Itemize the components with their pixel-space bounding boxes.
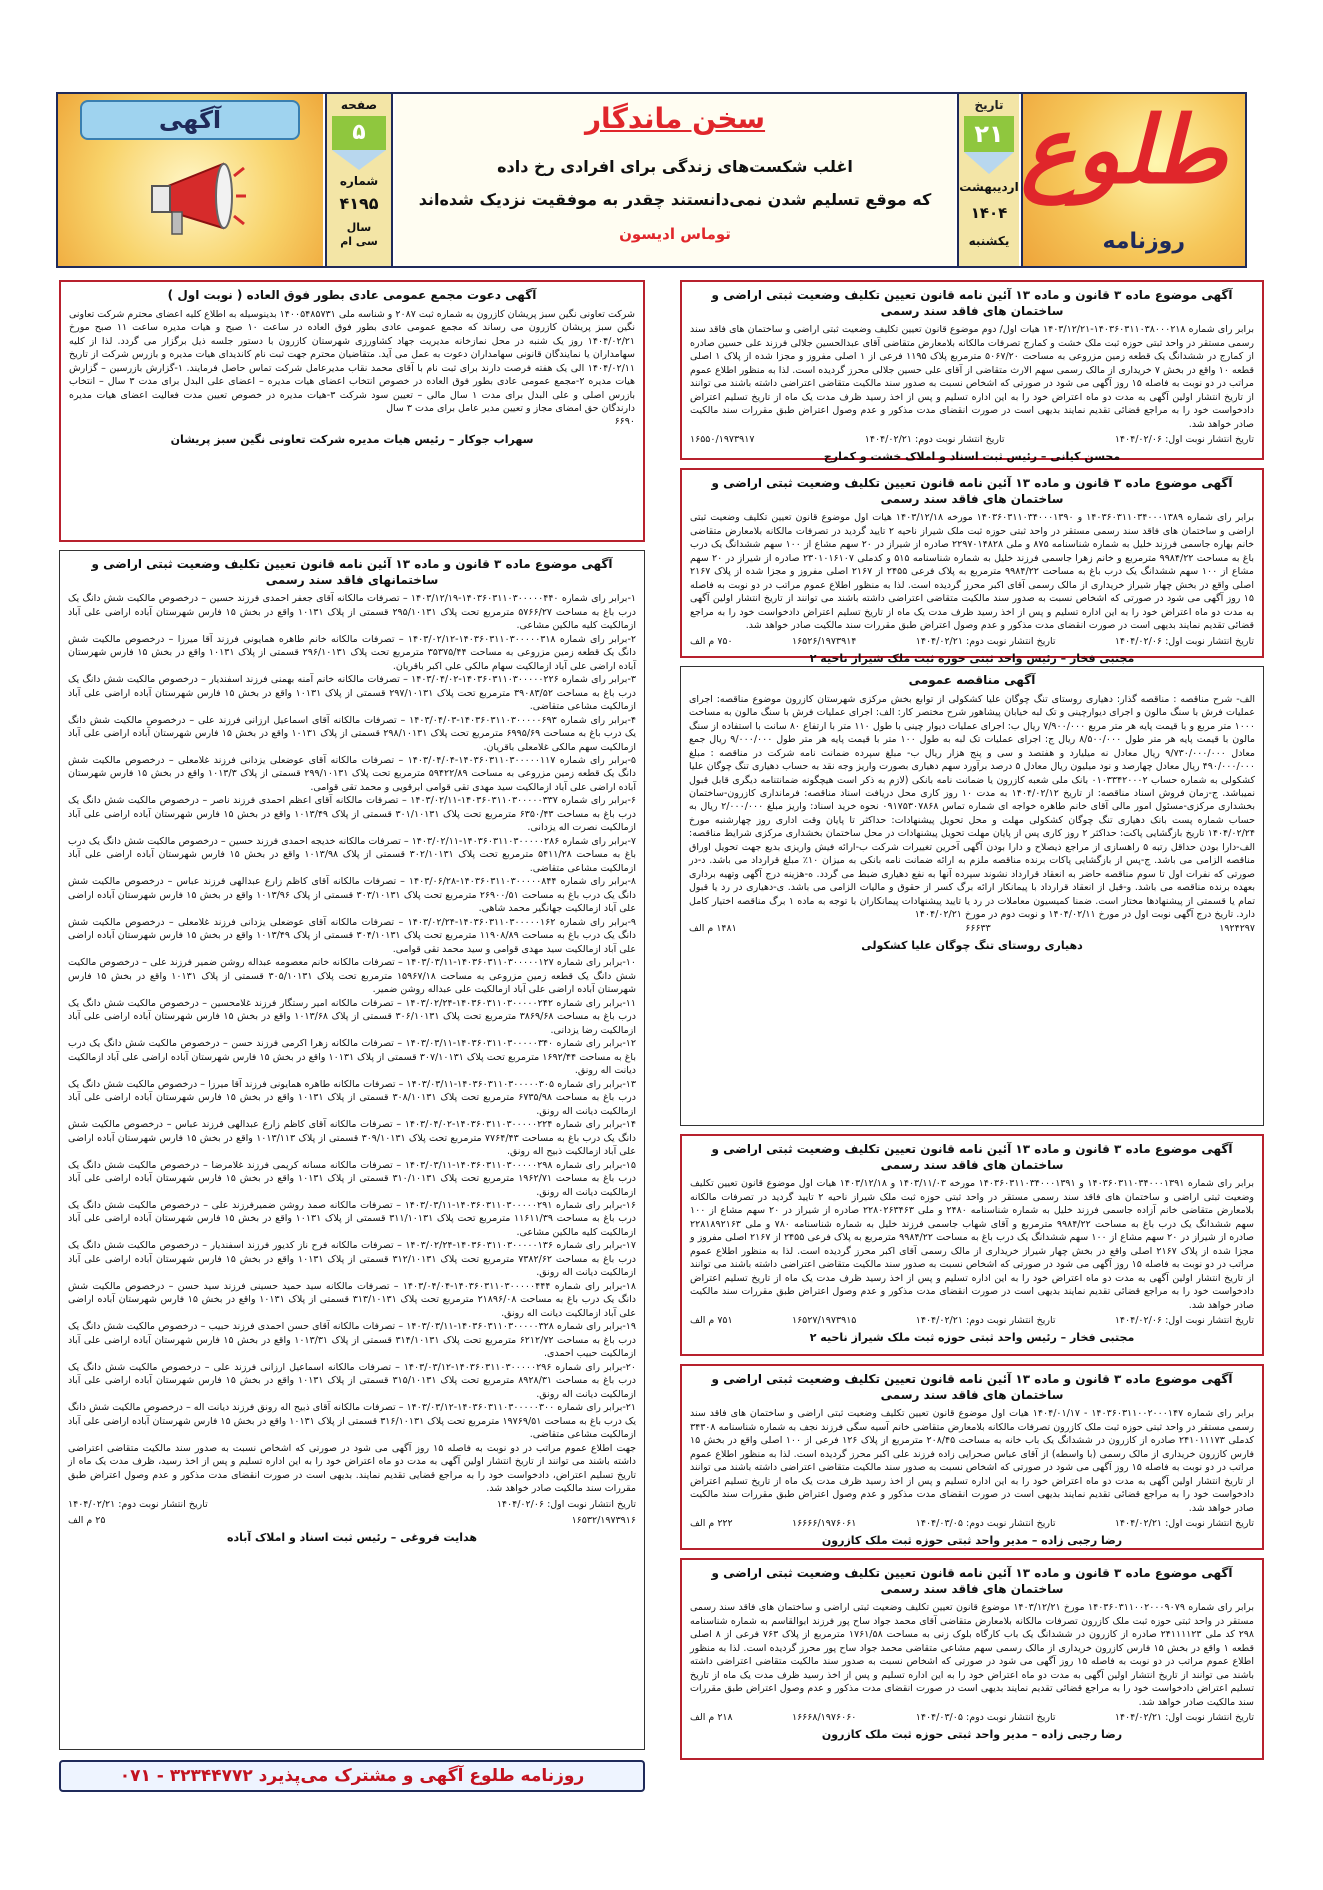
notice-code: ۱۶۶۶۶/۱۹۷۶۰۶۱ (791, 1518, 857, 1530)
publish-date-2: تاریخ انتشار نوبت دوم: ۱۴۰۴/۰۲/۲۱ (68, 1498, 208, 1510)
list-item: ۱-برابر رای شماره ۱۴۰۳۶۰۳۱۱۰۳۰۰۰۰۰۴۴۰-۱۴۰۳/۱۲/۱۹ – تصرفات مالکانه آقای جعفر احمدی فرزند حسین – درخصوص مالکیت شش دانگ یک درب باغ به مساحت ۵۷۶۶/۲۷ مترمربع تحت پلاک ۲۹۵/۱۰۱۳۱ قسمتی از پلاک ۱۰۱۳۱ واقع در بخش ۱۵ فارس شهرستان آباده اراضی علی آباد ازمالکیت کلیه مالکین مشاعی. (68, 593, 636, 632)
issue-number: ۴۱۹۵ (339, 194, 379, 213)
notice-extra: ۷۵۱ م الف (690, 1315, 733, 1327)
notice-code: ۱۶۵۲۶/۱۹۷۳۹۱۴ (791, 635, 857, 647)
notice-title: آگهی موضوع ماده ۳ قانون و ماده ۱۳ آئین نامه قانون تعیین تکلیف وضعیت ثبتی اراضی و ساختمان های فاقد سند رسمی (711, 1566, 1233, 1596)
list-item: ۲۰-برابر رای شماره ۱۴۰۳۶۰۳۱۱۰۳۰۰۰۰۰۲۹۶-۱۴۰۳/۰۳/۱۲ – تصرفات مالکانه اسماعیل ارزانی فرزند علی – درخصوص مالکیت شش دانگ یک درب باغ به مساحت ۸۹۲۸/۳۱ مترمربع تحت پلاک ۳۱۵/۱۰۱۳۱ قسمتی از پلاک ۱۰۱۳۱ واقع در بخش ۱۵ فارس شهرستان آباده اراضی علی آباد ازمالکیت دیانت اله رونق. (68, 1361, 636, 1400)
list-item: ۲-برابر رای شماره ۱۴۰۳۶۰۳۱۱۰۳۰۰۰۰۰۳۱۸-۱۴۰۳/۰۲/۱۲ – تصرفات مالکانه خانم طاهره همایونی فرزند آقا میرزا – درخصوص مالکیت شش دانگ یک قطعه زمین مزروعی به مساحت ۳۵۳۷۵/۴۴ مترمربع تحت پلاک ۲۹۶/۱۰۱۳۱ قسمتی از پلاک ۱۰۱۳۱ واقع در بخش ۱۵ فارس شهرستان آباده اراضی علی آباد ازمالکیت سهام مالکی علی اکبر باقریان. (68, 633, 636, 672)
tender-box (680, 666, 1264, 1126)
page-panel (325, 94, 393, 266)
subscription-banner: روزنامه طلوع آگهی و مشترک می‌پذیرد ۳۲۳۴۴۷۷۲ - ۰۷۱ (59, 1760, 645, 1792)
notice-signature: رضا رجبی زاده – مدیر واحد ثبتی حوزه ثبت ملک کازرون (821, 1534, 1123, 1548)
notice-meta (690, 433, 1254, 447)
year-value: سی ام (340, 235, 378, 249)
tender-body: الف- شرح مناقصه : مناقصه گذار: دهیاری روستای تنگ چوگان علیا کشکولی از توابع بخش مرکزی شهرستان کازرون موضوع مناقصه: اجرای عملیات فرش با سنگ مالون و اجرای دیوارچینی و تک لبه خیابان پیشاهور شرح مختصر کار: الف: اجرای عملیات فرش با سنگ مالون به مساحت ۱۰۰۰ متر مربع و با قیمت پایه هر متر مربع ۷/۹۰۰/۰۰۰ ریال ب: اجرای عملیات دیوار چینی با طول ۱۱۰ متر با ارتفاع ۸۰ سانت با استفاده از سنگ مالون با قیمت پایه هر متر طول ۸/۵۰۰/۰۰۰ ریال ج: اجرای عملیات تک لبه به طول ۱۰۰ متر با قیمت پایه هر متر طول ۹/۰۰۰/۰۰۰ ریال جمع معادل ۹/۷۳۰/۰۰۰/۰۰۰ ریال معادل نه میلیارد و هفتصد و سی و پنج هزار ریال ب- مبلغ سپرده ضمانت نامه شرکت در مناقصه : مبلغ ۴۹۰/۰۰۰/۰۰۰ ریال معادل چهارصد و نود میلیون ریال معادل ۵ درصد برآورد سهم دهیاری بصورت واریز وجه نقد به حساب دهیاری تنگ چوگان علیا کشکولی به شماره حساب ۰۱۰۳۳۴۲۰۰۰۲ بانک ملی شعبه کازرون یا ضمانت نامه بانکی (لازم به ذکر است هیچگونه ضمانتنامه دیگری قابل قبول نمیباشد. ج-زمان فروش اسناد مناقصه: از تاریخ ۱۴۰۴/۰۲/۱۲ به مدت ۱۰ روز کاری محل دریافت اسناد مناقصه: فرمانداری کازرون-ساختمان بخشداری مرکزی-مسئول امور مالی آقای خانم طاهره خواجه ای شماره تماس ۰۹۱۷۵۳۰۷۸۶۸ نحوه خرید اسناد: واریز مبلغ ۲/۰۰۰/۰۰۰ ریال به حساب شماره پست بانک دهیاری تنگ چوگان کشکولی مهلت و محل تحویل پیشنهادات: حداکثر تا پایان وقت اداری روز چهارشنبه مورخ ۱۴۰۴/۰۲/۲۴ تاریخ بازگشایی پاکت: حداکثر ۲ روز کاری پس از پایان مهلت تحویل پیشنهادات در محل ساختمان بخشداری مرکزی شرایط مناقصه: الف-دارا بودن حداقل رتبه ۵ راهسازی از مراجع ذیصلاح و دارا بودن آگهی آخرین تغییرات شرکت ب-ارائه فیش واریزی بدیع جهت تحویل اوراق مناقصه الزامی می باشد. ج-پس از بازگشایی پاکات برنده مناقصه ملزم به ارائه ضمانت نامه بانکی به میزان ۱۰٪ مبلغ قرارداد می باشد. د-در صورتی که نفرات اول تا سوم مناقصه حاضر به انعقاد قرارداد نشوند سپرده آنها به نفع دهیاری ضبط می گردد. ه-هزینه درج آگهی وتهیه برداری بعهده برنده مناقصه می باشد. و-قبل از انعقاد قرارداد با پیمانکار ارائه برگ کسر از حقوق و مالیات الزامی می باشد. ی-دهیاری در رد یا قبول تمام یا قسمتی از پیشنهادها مختار است. ضمنا کمیسیون معاملات در رد یا تایید پیشنهادات پیمانکاران با توجه به ماده ۱ برگ مناقصه اختیار کامل دارد. تاریخ درج آگهی نوبت اول در مورخ ۱۴۰۴/۰۲/۱۱ و نوبت دوم در مورخ ۱۴۰۴/۰۲/۲۱ (689, 693, 1256, 921)
tender-signature: دهیاری روستای تنگ چوگان علیا کشکولی (861, 939, 1083, 953)
list-item: ۳-برابر رای شماره ۱۴۰۳۶۰۳۱۱۰۳۰۰۰۰۰۲۲۶-۱۴۰۳/۰۴/۰۲ – تصرفات مالکانه خانم آمنه بهمنی فرزند اسفندیار – درخصوص مالکیت شش دانگ یک درب باغ به مساحت ۳۹۰۸۳/۵۲ مترمربع تحت پلاک ۲۹۷/۱۰۱۳۱ قسمتی از پلاک ۱۰۱۳۱ واقع در بخش ۱۵ فارس شهرستان آباده اراضی علی آباد ازمالکیت مشاعی متقاضی. (68, 674, 636, 713)
notice-extra: ۲۵ م الف (68, 1514, 106, 1526)
list-notice-box (59, 550, 645, 1750)
list-notice-title: آگهی موضوع ماده ۳ قانون و ماده ۱۳ آئین نامه قانون تعیین تکلیف وضعیت ثبتی اراضی و ساختمانهای فاقد سند رسمی (91, 557, 613, 587)
issue-label: شماره (339, 174, 379, 188)
publish-date-1: تاریخ انتشار نوبت اول: ۱۴۰۴/۰۲/۰۶ (1114, 635, 1254, 647)
publish-date-2: تاریخ انتشار نوبت دوم: ۱۴۰۴/۰۲/۲۱ (915, 635, 1056, 647)
quote-line-2: که موقع تسلیم شدن نمی‌دانستند چقدر به موفقیت نزدیک شده‌اند (418, 190, 932, 209)
notice-signature: رضا رجبی زاده – مدیر واحد ثبتی حوزه ثبت ملک کازرون (821, 1728, 1123, 1742)
list-item: ۸-برابر رای شماره ۱۴۰۳۶۰۳۱۱۰۳۰۰۰۰۰۸۴۴-۱۴۰۳/۰۶/۲۸ – تصرفات مالکانه آقای کاظم زارع عبدالهی فرزند عباس – درخصوص مالکیت شش دانگ یک درب باغ به مساحت ۲۶۹۰۰/۵۱ مترمربع تحت پلاک ۳۰۳/۱۰۱۳۱ قسمتی از پلاک ۱۰۱۳/۹۶ واقع در بخش ۱۵ فارس شهرستان آباده اراضی علی آباد ازمالکیت جهانگیر محمد شاهی. (68, 876, 636, 915)
list-item: ۱۲-برابر رای شماره ۱۴۰۳۶۰۳۱۱۰۳۰۰۰۰۰۳۴۰-۱۴۰۳/۰۳/۱۱ – تصرفات مالکانه زهرا اکرمی فرزند حسن – درخصوص مالکیت شش دانگ یک درب باغ به مساحت ۱۶۹۲/۴۴ مترمربع تحت پلاک ۳۰۷/۱۰۱۳۱ قسمتی از پلاک ۱۰۱۳۱ واقع در بخش ۱۵ فارس شهرستان آباده اراضی علی آباد ازمالکیت دیانت اله رونق. (68, 1038, 636, 1077)
year-label-text: سال (346, 221, 372, 234)
notice-box-3 (680, 1134, 1264, 1356)
list-item: ۵-برابر رای شماره ۱۴۰۳۶۰۳۱۱۰۳۰۰۰۰۰۱۱۷-۱۴۰۳/۰۴/۰۴ – تصرفات مالکانه آقای عوضعلی یزدانی فرزند غلامعلی – درخصوص مالکیت شش دانگ یک قطعه زمین مزروعی به مساحت ۵۹۴۲۲/۸۹ مترمربع تحت پلاک ۲۹۹/۱۰۱۳۱ قسمتی از پلاک ۱۰۱۳/۳ واقع در بخش ۱۵ فارس شهرستان آباده اراضی علی آباد ازمالکیت سید مهدی تقی قوامی ابرقویی و محمد تقی قوامی. (68, 755, 636, 793)
publish-date-2: تاریخ انتشار نوبت دوم: ۱۴۰۴/۰۲/۲۱ (915, 1315, 1056, 1327)
date-label: تاریخ (974, 98, 1004, 112)
quote-line-1: اغلب شکست‌های زندگی برای افرادی رخ داده (497, 157, 853, 176)
notice-meta (690, 1314, 1254, 1328)
newspaper-subtitle: روزنامه (1102, 229, 1185, 254)
publish-date-2: تاریخ انتشار نوبت دوم: ۱۴۰۴/۰۲/۲۱ (864, 434, 1005, 446)
masthead (56, 92, 1247, 268)
list-item: ۱۳-برابر رای شماره ۱۴۰۳۶۰۳۱۱۰۳۰۰۰۰۰۳۰۵-۱۴۰۳/۰۳/۱۱ – تصرفات مالکانه طاهره همایونی فرزند آقا میرزا – درخصوص مالکیت شش دانگ یک درب باغ به مساحت ۶۷۳۵/۹۸ مترمربع تحت پلاک ۳۰۸/۱۰۱۳۱ قسمتی از پلاک ۱۰۱۳۱ واقع در بخش ۱۵ فارس شهرستان آباده اراضی علی آباد ازمالکیت دیانت اله رونق. (68, 1078, 636, 1117)
assembly-meta (69, 415, 635, 429)
list-item: ۱۹-برابر رای شماره ۱۴۰۳۶۰۳۱۱۰۳۰۰۰۰۰۳۲۸-۱۴۰۳/۰۳/۱۱ – تصرفات مالکانه آقای حسن احمدی فرزند حبیب – درخصوص مالکیت شش دانگ یک درب باغ به مساحت ۶۲۱۲/۷۲ مترمربع تحت پلاک ۳۱۴/۱۰۱۳۱ قسمتی از پلاک ۱۰۱۳/۳۱ واقع در بخش ۱۵ فارس شهرستان آباده اراضی علی آباد ازمالکیت حبیب احمدی. (68, 1321, 636, 1360)
notice-body: برابر رای شماره ۱۴۰۳۶۰۳۱۱۰۳۸۰۰۰۲۱۸-۱۴۰۳/۱۲/۲۱ هیات اول/ دوم موضوع قانون تعیین تکلیف وضعیت ثبتی اراضی و ساختمان های فاقد سند رسمی مستقر در واحد ثبتی حوزه ثبت ملک خشت و کمارج تصرفات مالکانه بلامعارض متقاضی آقای عبدالحسین جلالی فرزند علی حسین صادره از کمارج در ششدانگ یک قطعه زمین مزروعی به مساحت ۵۰۶۷/۲۰ مترمربع پلاک ۱۱۹۵ فرعی از ۱ اصلی مفروز و مجزا شده از پلاک ۱ اصلی قطعه ۱۰ واقع در بخش ۷ خریداری از مالک رسمی سهم الارث متقاضی از آقای علی حسین جلالی محرز گردیده است. لذا به منظور اطلاع عموم مراتب در دو نوبت به فاصله ۱۵ روز آگهی می شود در صورتی که اشخاص نسبت به صدور سند مالکیت متقاضی اعتراضی داشته باشند می توانند از تاریخ انتشار اولین آگهی به مدت دو ماه اعتراض خود را به این اداره تسلیم و پس از اخذ رسید ظرف مدت یک ماه از تاریخ تسلیم اعتراض دادخواست خود را به مراجع قضائی تقدیم نمایند بدیهی است در صورت انقضای مدت مذکور و عدم وصول اعتراض طبق مقررات سند مالکیت صادر خواهد شد. (690, 324, 1255, 430)
list-notice-signature: هدایت فروغی – رئیس ثبت اسناد و املاک آباده (226, 1531, 477, 1545)
list-item: ۷-برابر رای شماره ۱۴۰۳۶۰۳۱۱۰۳۰۰۰۰۰۲۸۶-۱۴۰۳/۰۲/۱۱ – تصرفات مالکانه خدیجه احمدی فرزند حسین – درخصوص مالکیت شش دانگ یک درب باغ به مساحت ۵۴۱۱/۲۸ مترمربع تحت پلاک ۳۰۲/۱۰۱۳۱ قسمتی از پلاک ۱۰۱۳/۹۸ واقع در بخش ۱۵ فارس شهرستان آباده اراضی علی آباد ازمالکیت مشاعی متقاضی. (68, 835, 636, 874)
notice-meta (690, 1517, 1254, 1531)
notice-extra: ۲۲۲ م الف (690, 1518, 733, 1530)
notice-extra: ۲۱۸ م الف (690, 1712, 733, 1724)
quote-panel (395, 94, 955, 266)
chevron-down-icon (332, 150, 386, 170)
newspaper-logo: طلوع (1020, 96, 1227, 204)
notice-title: آگهی موضوع ماده ۳ قانون و ماده ۱۳ آئین نامه قانون تعیین تکلیف وضعیت ثبتی اراضی و ساختمان های فاقد سند رسمی (711, 1372, 1233, 1402)
quote-author: توماس ادیسون (619, 225, 731, 243)
ads-title: آگهی (80, 100, 300, 140)
list-item: ۱۶-برابر رای شماره ۱۴۰۳۶۰۳۱۱۰۳۰۰۰۰۰۲۹۱-۱۴۰۳/۰۳/۱۱ – تصرفات مالکانه صمد روشن ضمیرفرزند علی – درخصوص مالکیت شش دانگ یک درب باغ به مساحت ۱۱۶۱۱/۳۹ مترمربع تحت پلاک ۳۱۱/۱۰۱۳۱ قسمتی از پلاک ۱۰۱۳۱ واقع در بخش ۱۵ فارس شهرستان آباده اراضی علی آباد ازمالکیت کلیه مالکین مشاعی. (68, 1199, 636, 1238)
tender-title: آگهی مناقصه عمومی (908, 673, 1036, 687)
chevron-down-icon (964, 152, 1014, 174)
notice-signature: مجتبی فخار – رئیس واحد ثبتی حوزه ثبت ملک شیراز ناحیه ۲ (809, 651, 1135, 665)
list-notice-codes (68, 1514, 636, 1528)
notice-code: ۱۶۵۲۷/۱۹۷۳۹۱۵ (791, 1315, 857, 1327)
publish-date-1: تاریخ انتشار نوبت اول: ۱۴۰۴/۰۲/۰۶ (1114, 434, 1254, 446)
assembly-signature: سهراب جوکار – رئیس هیات مدیره شرکت تعاونی نگین سبز پریشان (170, 432, 534, 446)
notice-title: آگهی موضوع ماده ۳ قانون و ماده ۱۳ آئین نامه قانون تعیین تکلیف وضعیت ثبتی اراضی و ساختمان های فاقد سند رسمی (711, 476, 1233, 506)
list-item: ۲۱-برابر رای شماره ۱۴۰۳۶۰۳۱۱۰۳۰۰۰۰۰۳۰۰-۱۴۰۳/۰۳/۱۲ – تصرفات مالکانه آقای ذبیح اله رونق فرزند دیانت اله – درخصوص مالکیت شش دانگ یک درب باغ به مساحت ۱۹۷۶۹/۵۱ مترمربع تحت پلاک ۳۱۶/۱۰۱۳۱ قسمتی از پلاک ۱۰۱۳۱ واقع در بخش ۱۵ فارس شهرستان آباده اراضی علی آباد ازمالکیت مشاعی متقاضی. (68, 1402, 636, 1441)
notice-box-5 (680, 1558, 1264, 1760)
notice-code: ۱۶۵۵۰/۱۹۷۳۹۱۷ (690, 434, 755, 446)
assembly-title: آگهی دعوت مجمع عمومی عادی بطور فوق العاده ( نوبت اول ) (167, 288, 537, 302)
assembly-code: ۶۶۹۰ (614, 416, 635, 428)
notice-body: برابر رای شماره ۱۴۰۳۶۰۳۱۱۰۰۲۰۰۰۹۰۷۹ مورخ ۱۴۰۳/۱۲/۲۱ موضوع قانون تعیین تکلیف وضعیت ثبتی اراضی و ساختمان های فاقد سند رسمی مستقر در واحد ثبتی حوزه ثبت ملک کازرون تصرفات مالکانه بلامعارض متقاضی آقای محمد جواد ساح پور فرزند ابوالقاسم به شماره شناسنامه ۲۹۸ کد ملی ۲۴۱۱۱۱۲۳ صادره از کازرون در ششدانگ یک باب کارگاه بلوک زنی به مساحت ۱۷۶۱/۵۸ مترمربع از پلاک ۷۶۳ فرعی از ۸ اصلی قطعه ۱ واقع در بخش ۱۵ فارس کازرون خریداری از مالک رسمی سهم مشاعی متقاضی محمد جواد ساح پور محرز گردیده است. لذا به منظور اطلاع عموم مراتب در دو نوبت به فاصله ۱۵ روز آگهی می شود در صورتی که اشخاص نسبت به صدور سند مالکیت متقاضی اعتراضی داشته باشند می توانند از تاریخ انتشار اولین آگهی به مدت دو ماه اعتراض خود را به این اداره تسلیم و پس از اخذ رسید ظرف مدت یک ماه از تاریخ تسلیم اعتراض دادخواست خود را به مراجع قضائی تقدیم نمایند بدیهی است در صورت انقضای مدت مذکور و عدم وصول اعتراض طبق مقررات سند مالکیت صادر خواهد شد. (690, 1602, 1254, 1708)
tender-code-2: ۶۶۶۳۳ (965, 922, 991, 934)
tender-codes (689, 922, 1255, 936)
brand-panel (1021, 94, 1245, 266)
notice-box-2 (680, 468, 1264, 665)
ads-banner (58, 94, 323, 266)
notice-extra: ۷۵۰ م الف (690, 635, 733, 647)
notice-body: برابر رای شماره ۱۴۰۳۶۰۳۱۱۰۳۴۰۰۰۱۳۹۱ و ۱۴۰۳۶۰۳۱۱۰۳۴۰۰۰۱۳۹۱ مورخه ۱۴۰۳/۱۱/۰۳ و ۱۴۰۳/۱۲/۱۸ هیات اول موضوع قانون تعیین تکلیف وضعیت ثبتی اراضی و ساختمان های فاقد سند رسمی مستقر در واحد ثبتی حوزه ثبت ملک شیراز ناحیه ۲ تایید گردید در تصرفات مالکانه بلامعارض متقاضی خانم آزاده جاسمی فرزند خلیل به شماره شناسنامه ۲۴۸۰ و ملی ۲۲۸۰۲۶۳۴۶۳ صادره از شیراز در ۲۰ سهم مشاع از ۱۰۰ سهم ششدانگ یک درب باغ به مساحت ۹۹۸۴/۲۲ مترمربع و آقای شهاب جاسمی فرزند خلیل به شماره شناسنامه ۷۸۰ و ملی ۲۲۸۱۸۹۲۱۶۳ صادره از شیراز در ۲۰ سهم مشاع از ۱۰۰ سهم ششدانگ یک درب باغ به مساحت ۹۹۸۴/۲۲ مترمربع به پلاک فرعی ۲۴۵۵ از ۲۱۶۷ اصلی مفروز و مجزا شده از پلاک ۲۱۶۷ اصلی واقع در بخش چهار شیراز خریداری از مالک رسمی آقای اکبر محرز گردیده است. لذا به منظور اطلاع عموم مراتب در دو نوبت به فاصله ۱۵ روز آگهی می شود در صورتی که اشخاص نسبت به صدور سند مالکیت متقاضی اعتراضی داشته باشند می توانند از تاریخ انتشار اولین آگهی به مدت دو ماه اعتراض خود را به این اداره تسلیم و پس از اخذ رسید ظرف مدت یک ماه از تاریخ تسلیم اعتراض دادخواست خود را به مراجع قضائی تقدیم نمایند بدیهی است در صورت انقضای مدت مذکور و عدم وصول اعتراض طبق مقررات سند مالکیت صادر خواهد شد. (690, 1178, 1254, 1311)
date-weekday: یکشنبه (968, 234, 1010, 248)
list-item: ۹-برابر رای شماره ۱۴۰۳۶۰۳۱۱۰۳۰۰۰۰۰۱۶۲-۱۴۰۳/۰۲/۲۴ – تصرفات مالکانه آقای عوضعلی یزدانی فرزند غلامعلی – درخصوص مالکیت شش دانگ یک درب باغ به مساحت ۱۱۹۰۸/۸۹ مترمربع تحت پلاک ۳۰۴/۱۰۱۳۱ قسمتی از پلاک ۱۰۱۳/۴۹ واقع در بخش ۱۵ فارس شهرستان آباده اراضی علی آباد ازمالکیت سید مهدی قوامی و سید محمد تقی قوامی. (68, 916, 636, 955)
notice-body: برابر رای شماره ۱۴۰۳۶۰۳۱۱۰۳۴۰۰۰۱۳۸۹ و ۱۴۰۳۶۰۳۱۱۰۳۴۰۰۰۱۳۹۰ مورخه ۱۴۰۳/۱۲/۱۸ هیات اول موضوع قانون تعیین تکلیف وضعیت ثبتی اراضی و ساختمان های فاقد سند رسمی مستقر در واحد ثبتی حوزه ثبت ملک شیراز ناحیه ۲ تایید گردید در تصرفات مالکانه بلامعارض متقاضی خانم بهاره جاسمی فرزند خلیل به شماره شناسنامه ۸۷۵ و ملی ۲۲۹۷۰۱۴۸۲۸ صادره از شیراز در ۲۰ سهم مشاع از ۱۰۰ سهم ششدانگ یک درب باغ به مساحت ۹۹۸۴/۲۲ مترمربع و خانم زهرا جاسمی فرزند خلیل به شماره شناسنامه ۵۱۵ و کدملی ۲۳۰۱۰۱۶۱۰۷ صادره از شیراز در ۲۰ سهم مشاع از ۱۰۰ سهم ششدانگ یک درب باغ به مساحت ۹۹۸۴/۲۲ مترمربع به پلاک فرعی ۲۴۵۵ از ۲۱۶۷ اصلی مفروز و مجزا شده از پلاک ۲۱۶۷ اصلی واقع در بخش چهار شیراز خریداری از مالک رسمی آقای اکبر محرز گردیده است. لذا به منظور اطلاع عموم مراتب در دو نوبت به فاصله ۱۵ روز آگهی می شود در صورتی که اشخاص نسبت به صدور سند مالکیت متقاضی اعتراضی داشته باشند می توانند از تاریخ انتشار اولین آگهی به مدت دو ماه اعتراض خود را به این اداره تسلیم و پس از اخذ رسید ظرف مدت یک ماه از تاریخ تسلیم اعتراض دادخواست خود را به مراجع قضائی تقدیم نمایند بدیهی است در صورت انقضای مدت مذکور و عدم وصول اعتراض طبق مقررات سند مالکیت صادر خواهد شد. (690, 512, 1255, 632)
list-notice-items (68, 592, 636, 1442)
notice-title: آگهی موضوع ماده ۳ قانون و ماده ۱۳ آئین نامه قانون تعیین تکلیف وضعیت ثبتی اراضی و ساختمان های فاقد سند رسمی (711, 1142, 1233, 1172)
publish-date-1: تاریخ انتشار نوبت اول: ۱۴۰۴/۰۲/۰۶ (1114, 1315, 1254, 1327)
notice-code: ۱۶۶۶۸/۱۹۷۶۰۶۰ (791, 1712, 857, 1724)
notice-code: ۱۶۵۳۲/۱۹۷۳۹۱۶ (571, 1514, 636, 1526)
date-panel (957, 94, 1019, 266)
notice-box-1 (680, 280, 1264, 464)
list-item: ۴-برابر رای شماره ۱۴۰۳۶۰۳۱۱۰۳۰۰۰۰۰۶۹۳-۱۴۰۳/۰۴/۰۳ – تصرفات مالکانه آقای اسماعیل ارزانی فرزند علی – درخصوص مالکیت شش دانگ یک درب باغ به مساحت ۶۹۹۵/۶۹ مترمربع تحت پلاک ۲۹۸/۱۰۱۳۱ قسمتی از پلاک ۱۰۱۳۱ واقع در بخش ۱۵ فارس شهرستان آباده اراضی علی آباد ازمالکیت سهم مالکی غلامعلی باقریان. (68, 714, 636, 753)
date-month: اردیبهشت (959, 180, 1019, 194)
list-item: ۱۴-برابر رای شماره ۱۴۰۳۶۰۳۱۱۰۳۰۰۰۰۰۲۲۴-۱۴۰۳/۰۴/۰۲ – تصرفات مالکانه آقای کاظم زارع عبدالهی فرزند عباس – درخصوص مالکیت شش دانگ یک درب باغ به مساحت ۷۷۶۴/۴۳ مترمربع تحت پلاک ۳۰۹/۱۰۱۳۱ قسمتی از پلاک ۱۰۱۳/۱۱۳ واقع در بخش ۱۵ فارس شهرستان آباده اراضی علی آباد ازمالکیت ذبیح اله رونق. (68, 1119, 636, 1158)
date-year: ۱۴۰۴ (970, 204, 1008, 222)
megaphone-icon (138, 156, 248, 246)
notice-signature: محسن کیانی – رئیس ثبت اسناد و املاک خشت و کمارج (823, 450, 1121, 464)
publish-date-2: تاریخ انتشار نوبت دوم: ۱۴۰۴/۰۳/۰۵ (915, 1712, 1056, 1724)
publish-date-1: تاریخ انتشار نوبت اول: ۱۴۰۴/۰۲/۰۶ (496, 1498, 636, 1510)
list-item: ۱۵-برابر رای شماره ۱۴۰۳۶۰۳۱۱۰۳۰۰۰۰۰۲۹۸-۱۴۰۳/۰۳/۱۱ – تصرفات مالکانه مسانه کریمی فرزند غلامرضا – درخصوص مالکیت شش دانگ یک درب باغ به مساحت ۱۹۶۲/۷۱ مترمربع تحت پلاک ۳۱۰/۱۰۱۳۱ قسمتی از پلاک ۱۰۱۳۱ واقع در بخش ۱۵ فارس شهرستان آباده اراضی علی آباد ازمالکیت دیانت اله رونق. (68, 1159, 636, 1198)
list-notice-closing: جهت اطلاع عموم مراتب در دو نوبت به فاصله ۱۵ روز آگهی می شود در صورتی که اشخاص نسبت به صدور سند مالکیت متقاضی اعتراضی داشته باشند می توانند از تاریخ انتشار اولین آگهی به مدت دو ماه اعتراض خود را به این اداره تسلیم و پس از اخذ رسید، ظرف مدت یک ماه از تاریخ تسلیم اعتراض، دادخواست خود را به مراجع قضایی تقدیم نمایند. بدیهی است در صورت انقضای مدت مذکور و عدم وصول اعتراض طبق مقررات سند مالکیت صادر خواهد شد. (68, 1442, 637, 1495)
assembly-notice-box (59, 280, 645, 542)
list-notice-meta (68, 1498, 636, 1512)
notice-meta (690, 1711, 1254, 1725)
quote-title: سخن ماندگار (584, 102, 766, 135)
publish-date-1: تاریخ انتشار نوبت اول: ۱۴۰۴/۰۲/۲۱ (1114, 1518, 1254, 1530)
publish-date-2: تاریخ انتشار نوبت دوم: ۱۴۰۴/۰۳/۰۵ (915, 1518, 1056, 1530)
tender-code-1: ۱۹۲۴۲۹۷ (1219, 922, 1255, 934)
list-item: ۱۱-برابر رای شماره ۱۴۰۳۶۰۳۱۱۰۳۰۰۰۰۰۲۴۲-۱۴۰۳/۰۲/۲۴ – تصرفات مالکانه امیر رستگار فرزند غلامحسین – درخصوص مالکیت شش دانگ یک درب باغ به مساحت ۳۸۶۹/۶۸ مترمربع تحت پلاک ۳۰۶/۱۰۱۳۱ قسمتی از پلاک ۱۰۱۳/۶۸ واقع در بخش ۱۵ فارس شهرستان آباده اراضی علی آباد ازمالکیت رضا یزدانی. (68, 997, 636, 1036)
year-label (327, 221, 391, 250)
tender-code-3: ۱۴۸۱ م الف (689, 922, 737, 934)
list-item: ۱۸-برابر رای شماره ۱۴۰۳۶۰۳۱۱۰۳۰۰۰۰۰۴۴۴-۱۴۰۳/۰۴/۰۴ – تصرفات مالکانه سید حمید حسینی فرزند سید حسن – درخصوص مالکیت شش دانگ یک درب باغ به مساحت ۲۱۸۹۶/۰۸ مترمربع تحت پلاک ۳۱۳/۱۰۱۳۱ قسمتی از پلاک ۱۰۱۳۱ واقع در بخش ۱۵ فارس شهرستان آباده اراضی علی آباد ازمالکیت دیانت اله رونق. (68, 1280, 636, 1319)
notice-meta (690, 635, 1254, 649)
assembly-body: شرکت تعاونی نگین سبز پریشان کازرون به شماره ثبت ۲۰۸۷ و شناسه ملی ۱۴۰۰۵۴۸۵۷۳۱ بدینوسیله به اطلاع کلیه اعضای محترم شرکت تعاونی نگین سبز پریشان کازرون می رساند که مجمع عمومی عادی بطور فوق العاده در ساعت ۱۰ صبح و هیات مدیره ساعت ۱۱ صبح مورخ ۱۴۰۴/۰۲/۲۱ روز یک شنبه در محل نمازخانه مدیریت جهاد کشاورزی شهرستان کازرون با دستور جلسه ذیل برگزار می گردد. لذا از کلیه سهامداران یا نمایندگان قانونی سهامداران دعوت به عمل می آید. متقاضیان محترم جهت ثبت نام کاندیدای هیات مدیره و بازرس شرکت از تاریخ ۱۴۰۴/۰۲/۱۱ الی یک هفته فرصت دارند برای ثبت نام با آقای محمد نقاب مدیرعامل شرکت تماس حاصل فرمایند. ۱-گزارش بازرسین – گزارش هیات مدیره ۲-مجمع عمومی عادی بطور فوق العاده در خصوص انتخاب اعضای هیات مدیره – اعضای علی البدل برای مدت ۳ سال – انتخاب بازرس اصلی و علی البدل برای مدت ۱ سال مالی – تعیین سود شرکت ۳-هیات مدیره در خصوص تعیین مدت فعالیت اعضای هیات مدیره دارندگان حق امضای مجاز و تعیین مدیر عامل برای مدت ۳ سال (69, 308, 636, 414)
list-item: ۱۰-برابر رای شماره ۱۴۰۳۶۰۳۱۱۰۳۰۰۰۰۰۱۲۷-۱۴۰۳/۰۳/۱۱ – تصرفات مالکانه خانم معصومه عبداله روشن ضمیر فرزند علی – درخصوص مالکیت شش دانگ یک قطعه زمین مزروعی به مساحت ۱۵۹۶۷/۱۸ مترمربع تحت پلاک ۳۰۵/۱۰۱۳۱ قسمتی از پلاک ۱۰۱۳۱ واقع در بخش ۱۵ فارس شهرستان آباده اراضی علی آباد ازمالکیت علی عبداله روشن ضمیر. (68, 957, 636, 996)
notice-title: آگهی موضوع ماده ۳ قانون و ماده ۱۳ آئین نامه قانون تعیین تکلیف وضعیت ثبتی اراضی و ساختمان های فاقد سند رسمی (711, 288, 1233, 318)
publish-date-1: تاریخ انتشار نوبت اول: ۱۴۰۴/۰۲/۲۱ (1114, 1712, 1254, 1724)
notice-box-4 (680, 1364, 1264, 1550)
list-item: ۱۷-برابر رای شماره ۱۴۰۳۶۰۳۱۱۰۳۰۰۰۰۰۱۳۶-۱۴۰۳/۰۲/۲۴ – تصرفات مالکانه فرح ناز کدیور فرزند اسفندیار – درخصوص مالکیت شش دانگ یک درب باغ به مساحت ۷۳۸۲/۶۲ مترمربع تحت پلاک ۳۱۲/۱۰۱۳۱ قسمتی از پلاک ۱۰۱۳۱ واقع در بخش ۱۵ فارس شهرستان آباده اراضی علی آباد ازمالکیت دیانت اله رونق. (68, 1240, 636, 1279)
notice-body: برابر رای شماره ۱۴۰۳۶۰۳۱۱۰۰۲۰۰۰۱۴۷ - ۱۴۰۴/۰۱/۱۷ هیات اول موضوع قانون تعیین تکلیف وضعیت ثبتی اراضی و ساختمان های فاقد سند رسمی مستقر در واحد ثبتی حوزه ثبت ملک کازرون تصرفات مالکانه بلامعارض متقاضی خانم آسیه سگی فرزند نجف به شماره شناسنامه ۳۴۳۰۸ کدملی ۲۴۱۰۱۱۱۷۳ صادره از کازرون در ششدانگ یک باب خانه به مساحت ۲۰۸/۴۵ مترمربع از پلاک ۱۲۶ فرعی از ۱۰۰ اصلی واقع در بخش ۱۵ فارس کازرون خریداری از مالک رسمی (با واسطه) از آقای عباس صحرایی زاده فرزند علی اکبر محرز گردیده است. لذا به منظور اطلاع عموم مراتب در دو نوبت به فاصله ۱۵ روز آگهی می شود در صورتی که اشخاص نسبت به صدور سند مالکیت متقاضی اعتراضی داشته باشند می توانند از تاریخ انتشار اولین آگهی به مدت دو ماه اعتراض خود را به این اداره تسلیم و پس از اخذ رسید ظرف مدت یک ماه از تاریخ تسلیم اعتراض دادخواست خود را به مراجع قضائی تقدیم نمایند بدیهی است در صورت انقضای مدت مذکور و عدم وصول اعتراض طبق مقررات سند مالکیت صادر خواهد شد. (690, 1408, 1254, 1514)
list-item: ۶-برابر رای شماره ۱۴۰۳۶۰۳۱۱۰۳۰۰۰۰۰۳۳۷-۱۴۰۳/۰۲/۱۱ – تصرفات مالکانه آقای اعظم احمدی فرزند ناصر – درخصوص مالکیت شش دانگ یک درب باغ به مساحت ۶۳۵۰/۴۳ مترمربع تحت پلاک ۳۰۱/۱۰۱۳۱ قسمتی از پلاک ۱۰۱۳/۴۹ واقع در بخش ۱۵ فارس شهرستان آباده اراضی علی آباد ازمالکیت نصرت اله یزدانی. (68, 795, 636, 834)
notice-signature: مجتبی فخار – رئیس واحد ثبتی حوزه ثبت ملک شیراز ناحیه ۲ (809, 1331, 1135, 1345)
page-label: صفحه (340, 98, 378, 112)
page-number: ۵ (332, 116, 386, 150)
date-day: ۲۱ (964, 116, 1014, 152)
